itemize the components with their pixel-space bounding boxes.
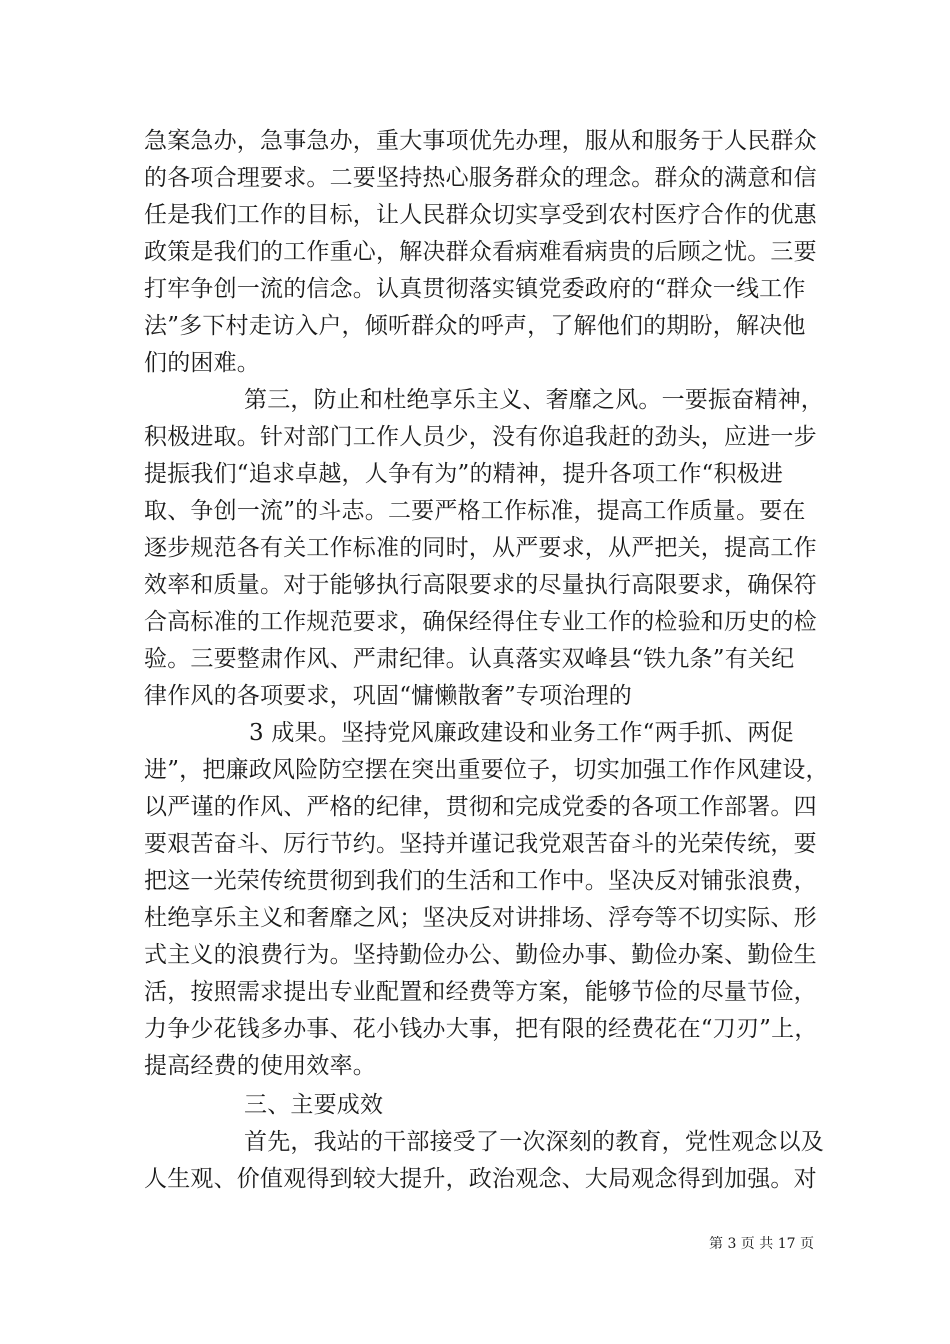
text-line: 以严谨的作风、严格的纪律，贯彻和完成党委的各项工作部署。四 — [144, 794, 817, 820]
text-line: 提振我们“追求卓越，人争有为”的精神，提升各项工作“积极进 — [144, 461, 784, 487]
text-line: 逐步规范各有关工作标准的同时，从严要求，从严把关，提高工作 — [144, 535, 817, 561]
text-line: 合高标准的工作规范要求，确保经得住专业工作的检验和历史的检 — [144, 609, 817, 635]
text-line: 取、争创一流”的斗志。二要严格工作标准，提高工作质量。要在 — [144, 498, 806, 524]
text-line: 任是我们工作的目标，让人民群众切实享受到农村医疗合作的优惠 — [144, 202, 817, 228]
text-line: 法”多下村走访入户，倾听群众的呼声，了解他们的期盼，解决他 — [144, 313, 806, 339]
text-line: 人生观、价值观得到较大提升，政治观念、大局观念得到加强。对 — [144, 1166, 817, 1192]
paragraph-first-line: 3 成果。坚持党风廉政建设和业务工作“两手抓、两促 — [249, 720, 794, 746]
text-line: 进”，把廉政风险防空摆在突出重要位子，切实加强工作作风建设， — [144, 757, 829, 783]
paragraph-first-line: 第三，防止和杜绝享乐主义、奢靡之风。一要振奋精神， — [244, 387, 824, 413]
text-line: 的各项合理要求。二要坚持热心服务群众的理念。群众的满意和信 — [144, 165, 817, 191]
text-line: 律作风的各项要求，巩固“慵懒散奢”专项治理的 — [144, 683, 632, 709]
text-line: 把这一光荣传统贯彻到我们的生活和工作中。坚决反对铺张浪费， — [144, 868, 817, 894]
text-line: 们的困难。 — [144, 350, 260, 376]
text-line: 力争少花钱多办事、花小钱办大事，把有限的经费花在“刀刃”上， — [144, 1016, 818, 1042]
text-line: 效率和质量。对于能够执行高限要求的尽量执行高限要求，确保符 — [144, 572, 817, 598]
text-line: 积极进取。针对部门工作人员少，没有你追我赶的劲头，应进一步 — [144, 424, 817, 450]
text-line: 打牢争创一流的信念。认真贯彻落实镇党委政府的“群众一线工作 — [144, 276, 806, 302]
page-number: 第 3 页 共 17 页 — [709, 1236, 814, 1252]
text-line: 急案急办，急事急办，重大事项优先办理，服从和服务于人民群众 — [144, 128, 817, 154]
text-line: 政策是我们的工作重心，解决群众看病难看病贵的后顾之忧。三要 — [144, 239, 817, 265]
text-line: 提高经费的使用效率。 — [144, 1053, 376, 1079]
text-line: 杜绝享乐主义和奢靡之风；坚决反对讲排场、浮夸等不切实际、形 — [144, 905, 817, 931]
text-line: 式主义的浪费行为。坚持勤俭办公、勤俭办事、勤俭办案、勤俭生 — [144, 942, 817, 968]
paragraph-first-line: 首先，我站的干部接受了一次深刻的教育，党性观念以及 — [244, 1129, 824, 1155]
text-line: 要艰苦奋斗、厉行节约。坚持并谨记我党艰苦奋斗的光荣传统，要 — [144, 831, 817, 857]
text-line: 验。三要整肃作风、严肃纪律。认真落实双峰县“铁九条”有关纪 — [144, 646, 795, 672]
section-heading: 三、主要成效 — [244, 1092, 384, 1118]
text-line: 活，按照需求提出专业配置和经费等方案，能够节俭的尽量节俭， — [144, 979, 817, 1005]
